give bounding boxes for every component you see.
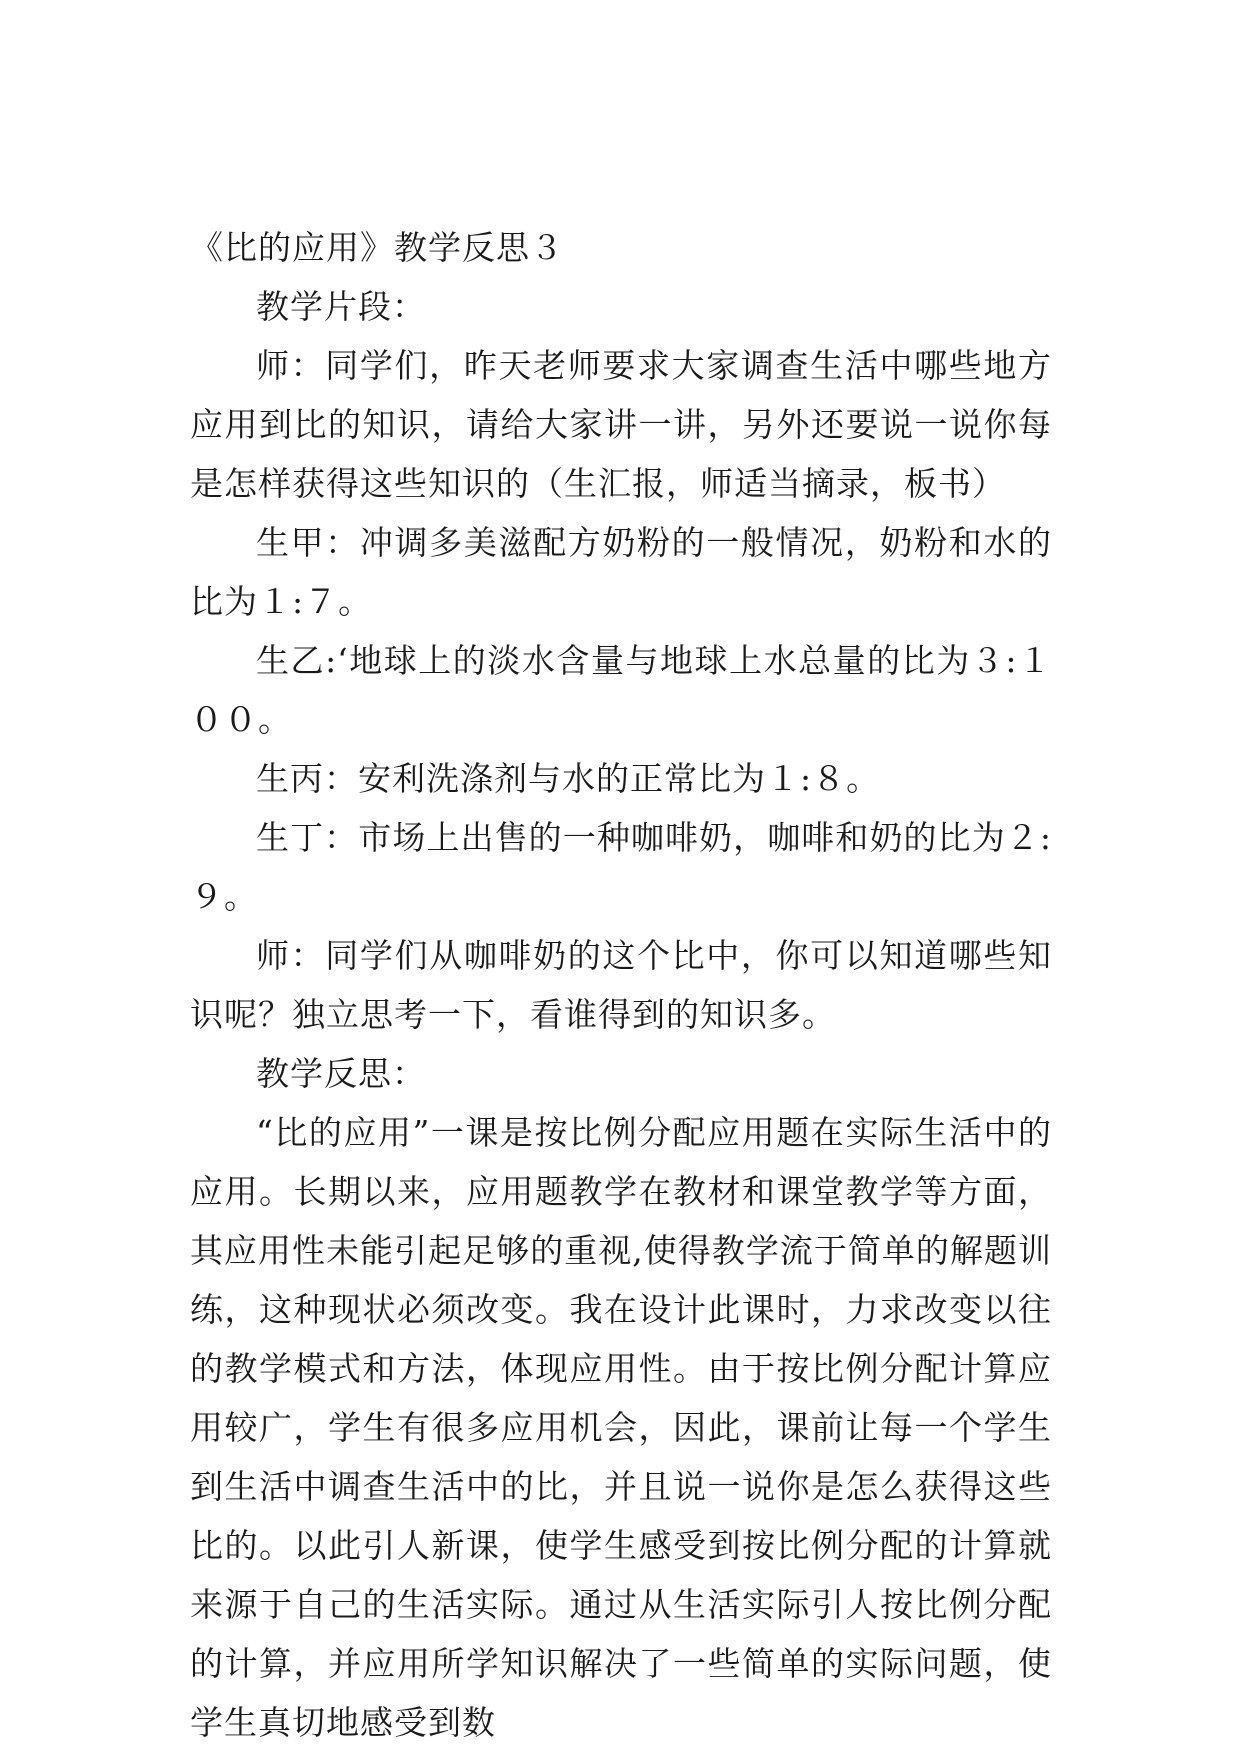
paragraph-student-b: 生乙:‘地球上的淡水含量与地球上水总量的比为３:１００。 bbox=[190, 641, 1052, 739]
paragraph-student-c: 生丙：安利洗涤剂与水的正常比为１:８。 bbox=[256, 759, 881, 798]
paragraph-student-d: 生丁：市场上出售的一种咖啡奶，咖啡和奶的比为２:９。 bbox=[190, 818, 1052, 916]
paragraph-student-a: 生甲：冲调多美滋配方奶粉的一般情况，奶粉和水的比为１:７。 bbox=[190, 523, 1052, 621]
document-title: 《比的应用》教学反思３ bbox=[190, 228, 564, 267]
paragraph-section-heading: 教学片段： bbox=[256, 287, 426, 326]
paragraph-teacher-question: 师：同学们，昨天老师要求大家调查生活中哪些地方应用到比的知识，请给大家讲一讲，另外还要说一说你每是怎样获得这些知识的（生汇报，师适当摘录，板书） bbox=[190, 346, 1052, 503]
paragraph-reflection-body: “比的应用”一课是按比例分配应用题在实际生活中的应用。长期以来，应用题教学在教材和课堂教学等方面，其应用性未能引起足够的重视,使得教学流于简单的解题训练，这种现状必须改变。我在设计此课时，力求改变以往的教学模式和方法，体现应用性。由于按比例分配计算应用较广，学生有很多应用机会，因此，课前让每一个学生到生活中调查生活中的比，并且说一说你是怎么获得这些比的。以此引人新课，使学生感受到按比例分配的计算就来源于自己的生活实际。通过从生活实际引人按比例分配的计算，并应用所学知识解决了一些简单的实际问题，使学生真切地感受到数 bbox=[190, 1113, 1052, 1742]
document-body bbox=[190, 218, 1052, 1752]
paragraph-reflection-heading: 教学反思： bbox=[256, 1054, 426, 1093]
paragraph-teacher-followup: 师：同学们从咖啡奶的这个比中，你可以知道哪些知识呢？独立思考一下，看谁得到的知识多。 bbox=[190, 936, 1052, 1034]
